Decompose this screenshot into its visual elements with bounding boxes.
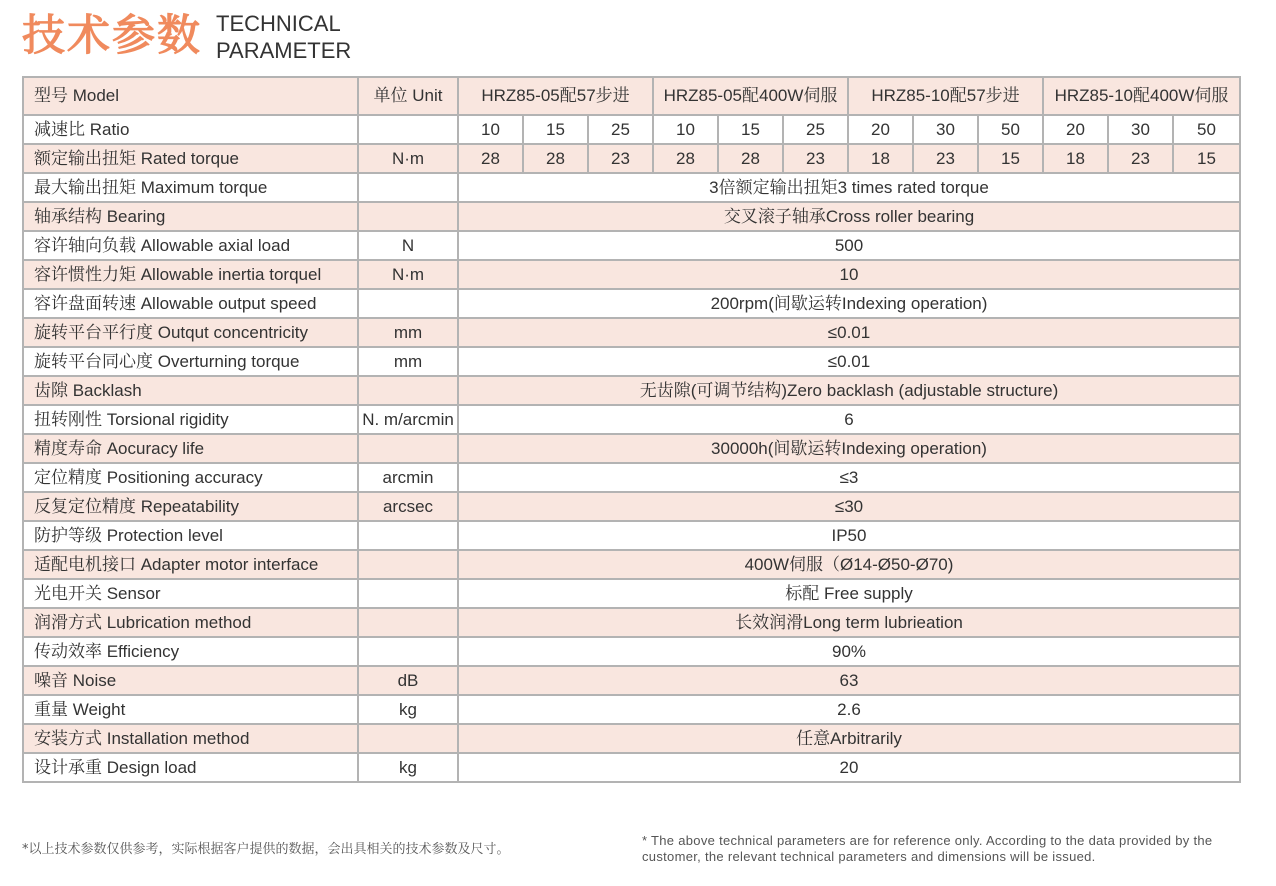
row-unit — [358, 579, 458, 608]
row-value: 30000h(间歇运转Indexing operation) — [458, 434, 1240, 463]
spec-row — [23, 724, 1240, 753]
torque-value: 15 — [978, 144, 1043, 173]
torque-value: 28 — [718, 144, 783, 173]
title-english-line2: PARAMETER — [216, 38, 352, 63]
row-label: 噪音 Noise — [23, 666, 358, 695]
row-label: 润滑方式 Lubrication method — [23, 608, 358, 637]
row-value: IP50 — [458, 521, 1240, 550]
ratio-value: 10 — [458, 115, 523, 144]
row-unit — [358, 550, 458, 579]
row-label: 设计承重 Design load — [23, 753, 358, 782]
header-param-cell: 型号 Model — [23, 77, 358, 115]
row-value: 6 — [458, 405, 1240, 434]
row-unit — [358, 637, 458, 666]
row-unit — [358, 521, 458, 550]
spec-row — [23, 521, 1240, 550]
ratio-value: 50 — [1173, 115, 1240, 144]
row-value: 标配 Free supply — [458, 579, 1240, 608]
row-value: 400W伺服（Ø14-Ø50-Ø70) — [458, 550, 1240, 579]
row-label: 额定输出扭矩 Rated torque — [23, 144, 358, 173]
torque-value: 23 — [783, 144, 848, 173]
spec-row — [23, 753, 1240, 782]
row-value: 交叉滚子轴承Cross roller bearing — [458, 202, 1240, 231]
spec-row — [23, 173, 1240, 202]
row-value: 90% — [458, 637, 1240, 666]
row-unit — [358, 376, 458, 405]
header-model-cell: HRZ85-05配57步进 — [458, 77, 653, 115]
row-unit — [358, 173, 458, 202]
row-value: 200rpm(间歇运转Indexing operation) — [458, 289, 1240, 318]
row-unit: mm — [358, 347, 458, 376]
row-label: 反复定位精度 Repeatability — [23, 492, 358, 521]
row-label: 旋转平台平行度 Outqut concentricity — [23, 318, 358, 347]
row-value: 无齿隙(可调节结构)Zero backlash (adjustable structure) — [458, 376, 1240, 405]
row-value: ≤0.01 — [458, 347, 1240, 376]
spec-row — [23, 202, 1240, 231]
ratio-value: 15 — [523, 115, 588, 144]
row-label: 精度寿命 Aocuracy life — [23, 434, 358, 463]
row-unit — [358, 115, 458, 144]
ratio-row — [23, 115, 1240, 144]
spec-row — [23, 695, 1240, 724]
row-label: 安装方式 Installation method — [23, 724, 358, 753]
row-value: 10 — [458, 260, 1240, 289]
row-unit — [358, 289, 458, 318]
row-unit — [358, 202, 458, 231]
row-label: 最大输出扭矩 Maximum torque — [23, 173, 358, 202]
technical-parameter-table — [22, 76, 1241, 783]
rated-torque-row — [23, 144, 1240, 173]
header-unit-cell: 单位 Unit — [358, 77, 458, 115]
spec-row — [23, 434, 1240, 463]
row-unit: N·m — [358, 144, 458, 173]
row-label: 旋转平台同心度 Overturning torque — [23, 347, 358, 376]
spec-row — [23, 260, 1240, 289]
torque-value: 15 — [1173, 144, 1240, 173]
row-label: 扭转刚性 Torsional rigidity — [23, 405, 358, 434]
spec-row — [23, 666, 1240, 695]
row-label: 定位精度 Positioning accuracy — [23, 463, 358, 492]
spec-row — [23, 347, 1240, 376]
spec-row — [23, 608, 1240, 637]
spec-row — [23, 463, 1240, 492]
torque-value: 23 — [1108, 144, 1173, 173]
title-english — [216, 10, 351, 64]
row-label: 传动效率 Efficiency — [23, 637, 358, 666]
row-unit: dB — [358, 666, 458, 695]
footnote-english: * The above technical parameters are for reference only. According to the data provided by the customer, the relevant technical parameters and dimensions will be issued. — [642, 833, 1213, 864]
row-label: 防护等级 Protection level — [23, 521, 358, 550]
spec-row — [23, 550, 1240, 579]
row-value: 3倍额定输出扭矩3 times rated torque — [458, 173, 1240, 202]
row-value: ≤0.01 — [458, 318, 1240, 347]
row-label: 重量 Weight — [23, 695, 358, 724]
torque-value: 28 — [458, 144, 523, 173]
row-unit: arcmin — [358, 463, 458, 492]
row-unit — [358, 608, 458, 637]
torque-value: 18 — [848, 144, 913, 173]
spec-row — [23, 637, 1240, 666]
ratio-value: 20 — [848, 115, 913, 144]
ratio-value: 10 — [653, 115, 718, 144]
row-label: 容许轴向负载 Allowable axial load — [23, 231, 358, 260]
row-unit: N. m/arcmin — [358, 405, 458, 434]
header-model-cell: HRZ85-10配400W伺服 — [1043, 77, 1240, 115]
spec-row — [23, 492, 1240, 521]
torque-value: 23 — [913, 144, 978, 173]
spec-row — [23, 579, 1240, 608]
ratio-value: 30 — [1108, 115, 1173, 144]
row-label: 齿隙 Backlash — [23, 376, 358, 405]
header-model-cell: HRZ85-05配400W伺服 — [653, 77, 848, 115]
row-unit: kg — [358, 695, 458, 724]
title-chinese: 技术参数 — [22, 11, 202, 61]
spec-row — [23, 318, 1240, 347]
footnote-chinese: *以上技术参数仅供参考，实际根据客户提供的数据，会出具相关的技术参数及尺寸。 — [22, 842, 510, 857]
table-header-row — [23, 77, 1240, 115]
row-label: 容许盘面转速 Allowable output speed — [23, 289, 358, 318]
row-value: ≤30 — [458, 492, 1240, 521]
row-unit: N·m — [358, 260, 458, 289]
row-label: 光电开关 Sensor — [23, 579, 358, 608]
row-unit: mm — [358, 318, 458, 347]
row-value: 任意Arbitrarily — [458, 724, 1240, 753]
row-value: 63 — [458, 666, 1240, 695]
spec-row — [23, 376, 1240, 405]
row-value: ≤3 — [458, 463, 1240, 492]
row-label: 适配电机接口 Adapter motor interface — [23, 550, 358, 579]
row-value: 20 — [458, 753, 1240, 782]
row-unit — [358, 434, 458, 463]
spec-row — [23, 289, 1240, 318]
torque-value: 28 — [523, 144, 588, 173]
header-model-cell: HRZ85-10配57步进 — [848, 77, 1043, 115]
torque-value: 23 — [588, 144, 653, 173]
row-value: 2.6 — [458, 695, 1240, 724]
row-label: 容许惯性力矩 Allowable inertia torquel — [23, 260, 358, 289]
row-value: 500 — [458, 231, 1240, 260]
ratio-value: 30 — [913, 115, 978, 144]
spec-row — [23, 231, 1240, 260]
row-unit: kg — [358, 753, 458, 782]
torque-value: 18 — [1043, 144, 1108, 173]
ratio-value: 50 — [978, 115, 1043, 144]
ratio-value: 20 — [1043, 115, 1108, 144]
ratio-value: 25 — [588, 115, 653, 144]
row-label: 轴承结构 Bearing — [23, 202, 358, 231]
row-unit: N — [358, 231, 458, 260]
row-unit — [358, 724, 458, 753]
spec-row — [23, 405, 1240, 434]
ratio-value: 15 — [718, 115, 783, 144]
ratio-value: 25 — [783, 115, 848, 144]
row-label: 减速比 Ratio — [23, 115, 358, 144]
row-value: 长效润滑Long term lubrieation — [458, 608, 1240, 637]
title-english-line1: TECHNICAL — [216, 11, 341, 36]
row-unit: arcsec — [358, 492, 458, 521]
torque-value: 28 — [653, 144, 718, 173]
